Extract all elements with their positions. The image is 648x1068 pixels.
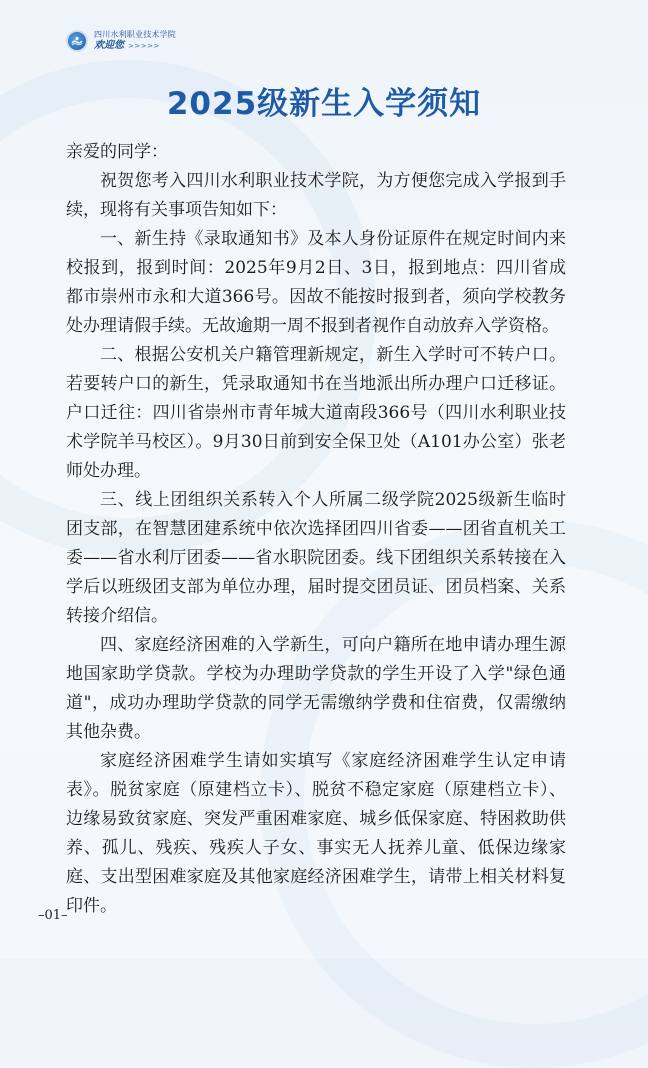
header-logo	[66, 28, 176, 54]
welcome-text: 欢迎您	[94, 40, 124, 51]
greeting: 亲爱的同学：	[66, 142, 168, 162]
page-number: –01–	[38, 908, 68, 923]
paragraph-registration: 一、新生持《录取通知书》及本人身份证原件在规定时间内来校报到，报到时间：2025年9月2日、3日，报到地点：四川省成都市崇州市永和大道366号。因故不能按时报到者，须向学校教务处办理请假手续。无故逾期一周不报到者视作自动放弃入学资格。	[66, 229, 566, 336]
chevrons-decoration: >>>>>	[128, 41, 160, 50]
page-title: 2025级新生入学须知	[166, 86, 482, 122]
paragraph-youth-league: 三、线上团组织关系转入个人所属二级学院2025级新生临时团支部，在智慧团建系统中依次选择团四川省委——团省直机关工委——省水利厅团委——省水职院团委。线下团组织关系转接在入学后以班级团支部为单位办理，届时提交团员证、团员档案、关系转接介绍信。	[66, 490, 566, 626]
paragraph-household-registration: 二、根据公安机关户籍管理新规定，新生入学时可不转户口。若要转户口的新生，凭录取通知书在当地派出所办理户口迁移证。户口迁往：四川省崇州市青年城大道南段366号（四川水利职业技术学院羊马校区）。9月30日前到安全保卫处（A101办公室）张老师处办理。	[66, 345, 566, 481]
school-name: 四川水利职业技术学院	[94, 30, 176, 39]
paragraph-student-loan: 四、家庭经济困难的入学新生，可向户籍所在地申请办理生源地国家助学贷款。学校为办理助学贷款的学生开设了入学"绿色通道"，成功办理助学贷款的同学无需缴纳学费和住宿费，仅需缴纳其他杂费。	[66, 635, 566, 742]
school-emblem-icon	[66, 30, 88, 52]
paragraph-intro: 祝贺您考入四川水利职业技术学院，为方便您完成入学报到手续，现将有关事项告知如下：	[66, 171, 566, 220]
paragraph-financial-aid: 家庭经济困难学生请如实填写《家庭经济困难学生认定申请表》。脱贫家庭（原建档立卡）、脱贫不稳定家庭（原建档立卡）、边缘易致贫家庭、突发严重困难家庭、城乡低保家庭、特困救助供养、孤儿、残疾、残疾人子女、事实无人抚养儿童、低保边缘家庭、支出型困难家庭及其他家庭经济困难学生，请带上相关材料复印件。	[66, 751, 566, 916]
notice-body	[66, 138, 566, 921]
